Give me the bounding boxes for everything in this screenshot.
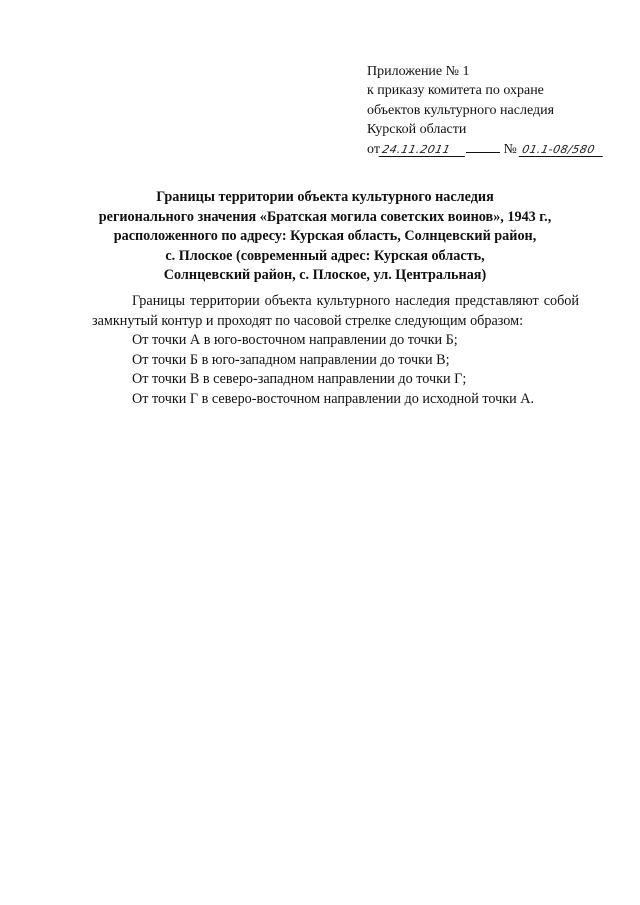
handwritten-number: 01.1-08/580 — [519, 144, 606, 157]
appendix-number: Приложение № 1 — [367, 64, 470, 79]
title-line: Границы территории объекта культурного наследия — [156, 189, 494, 205]
title-line: с. Плоское (современный адрес: Курская область, — [165, 247, 485, 264]
appendix-order-ref: к приказу комитета по охране — [367, 83, 544, 99]
appendix-header — [367, 62, 607, 159]
boundary-point: От точки В в северо-западном направлении до точки Г; — [132, 371, 467, 387]
date-prefix: от — [367, 141, 380, 157]
appendix-committee: объектов культурного наследия — [367, 102, 555, 118]
number-prefix: № — [503, 141, 517, 157]
boundary-point: От точки Б в юго-западном направлении до точки В; — [132, 351, 450, 368]
appendix-region: Курской области — [367, 122, 467, 138]
handwritten-date: 24.11.2011 — [379, 144, 468, 157]
boundary-point: От точки А в юго-восточном направлении до точки Б; — [132, 332, 458, 348]
title-line: регионального значения «Братская могила советских воинов», 1943 г., — [98, 208, 552, 225]
title-line: Солнцевский район, с. Плоское, ул. Центральная) — [163, 267, 487, 284]
date-number-line — [367, 140, 607, 159]
boundary-point: От точки Г в северо-восточном направлении до исходной точки А. — [132, 390, 535, 407]
intro-paragraph: Границы территории объекта культурного наследия представляют собой замкнутый контур и проходят по часовой стрелке следующим образом: — [92, 293, 579, 329]
title-line: расположенного по адресу: Курская область, Солнцевский район, — [113, 228, 537, 245]
document-title — [60, 188, 590, 286]
document-body — [92, 292, 579, 409]
date-underline — [466, 141, 500, 153]
